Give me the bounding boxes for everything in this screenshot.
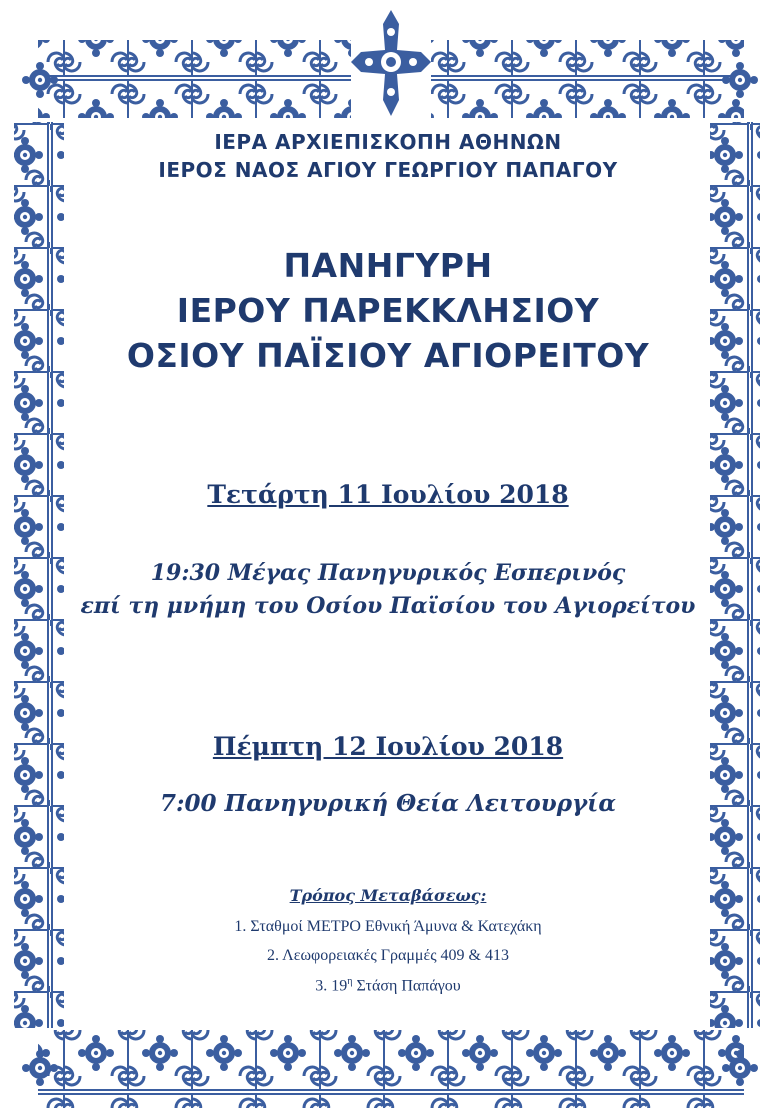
church-heading: ΙΕΡΟΣ ΝΑΟΣ ΑΓΙΟΥ ΓΕΩΡΓΙΟΥ ΠΑΠΑΓΟΥ bbox=[158, 158, 618, 182]
transport-item-metro: 1. Σταθμοί ΜΕΤΡΟ Εθνική Άμυνα & Κατεχάκη bbox=[234, 918, 542, 935]
title-line-1: ΠΑΝΗΓΥΡΗ bbox=[283, 246, 493, 285]
day2-service: 7:00 Πανηγυρική Θεία Λειτουργία bbox=[159, 790, 617, 817]
archdiocese-heading: ΙΕΡΑ ΑΡΧΙΕΠΙΣΚΟΠΗ ΑΘΗΝΩΝ bbox=[214, 130, 562, 154]
bottom-border-band bbox=[38, 1030, 744, 1108]
day1-date: Τετάρτη 11 Ιουλίου 2018 bbox=[207, 480, 569, 509]
day1-service-line-1: 19:30 Μέγας Πανηγυρικός Εσπερινός bbox=[150, 560, 626, 586]
poster-content bbox=[70, 120, 706, 1020]
transport-item-stop bbox=[70, 976, 706, 995]
title-line-2: ΙΕΡΟΥ ΠΑΡΕΚΚΛΗΣΙΟΥ bbox=[176, 291, 600, 330]
transport-title: Τρόπος Μεταβάσεως: bbox=[289, 886, 487, 905]
transport-item-stop-prefix: 3. 19 bbox=[315, 977, 348, 995]
cross-ornament bbox=[351, 6, 431, 120]
left-border-band bbox=[14, 122, 64, 1028]
right-border-band bbox=[710, 122, 760, 1028]
transport-item-stop-suffix: Στάση Παπάγου bbox=[352, 977, 461, 995]
transport-item-bus: 2. Λεωφορειακές Γραμμές 409 & 413 bbox=[267, 947, 509, 964]
day1-service-line-2: επί τη μνήμη του Οσίου Παϊσίου του Αγιορείτου bbox=[80, 593, 696, 619]
transport-item-stop-sup: η bbox=[347, 976, 353, 987]
title-line-3: ΟΣΙΟΥ ΠΑΪΣΙΟΥ ΑΓΙΟΡΕΙΤΟΥ bbox=[126, 336, 650, 375]
day2-date: Πέμπτη 12 Ιουλίου 2018 bbox=[212, 732, 564, 761]
